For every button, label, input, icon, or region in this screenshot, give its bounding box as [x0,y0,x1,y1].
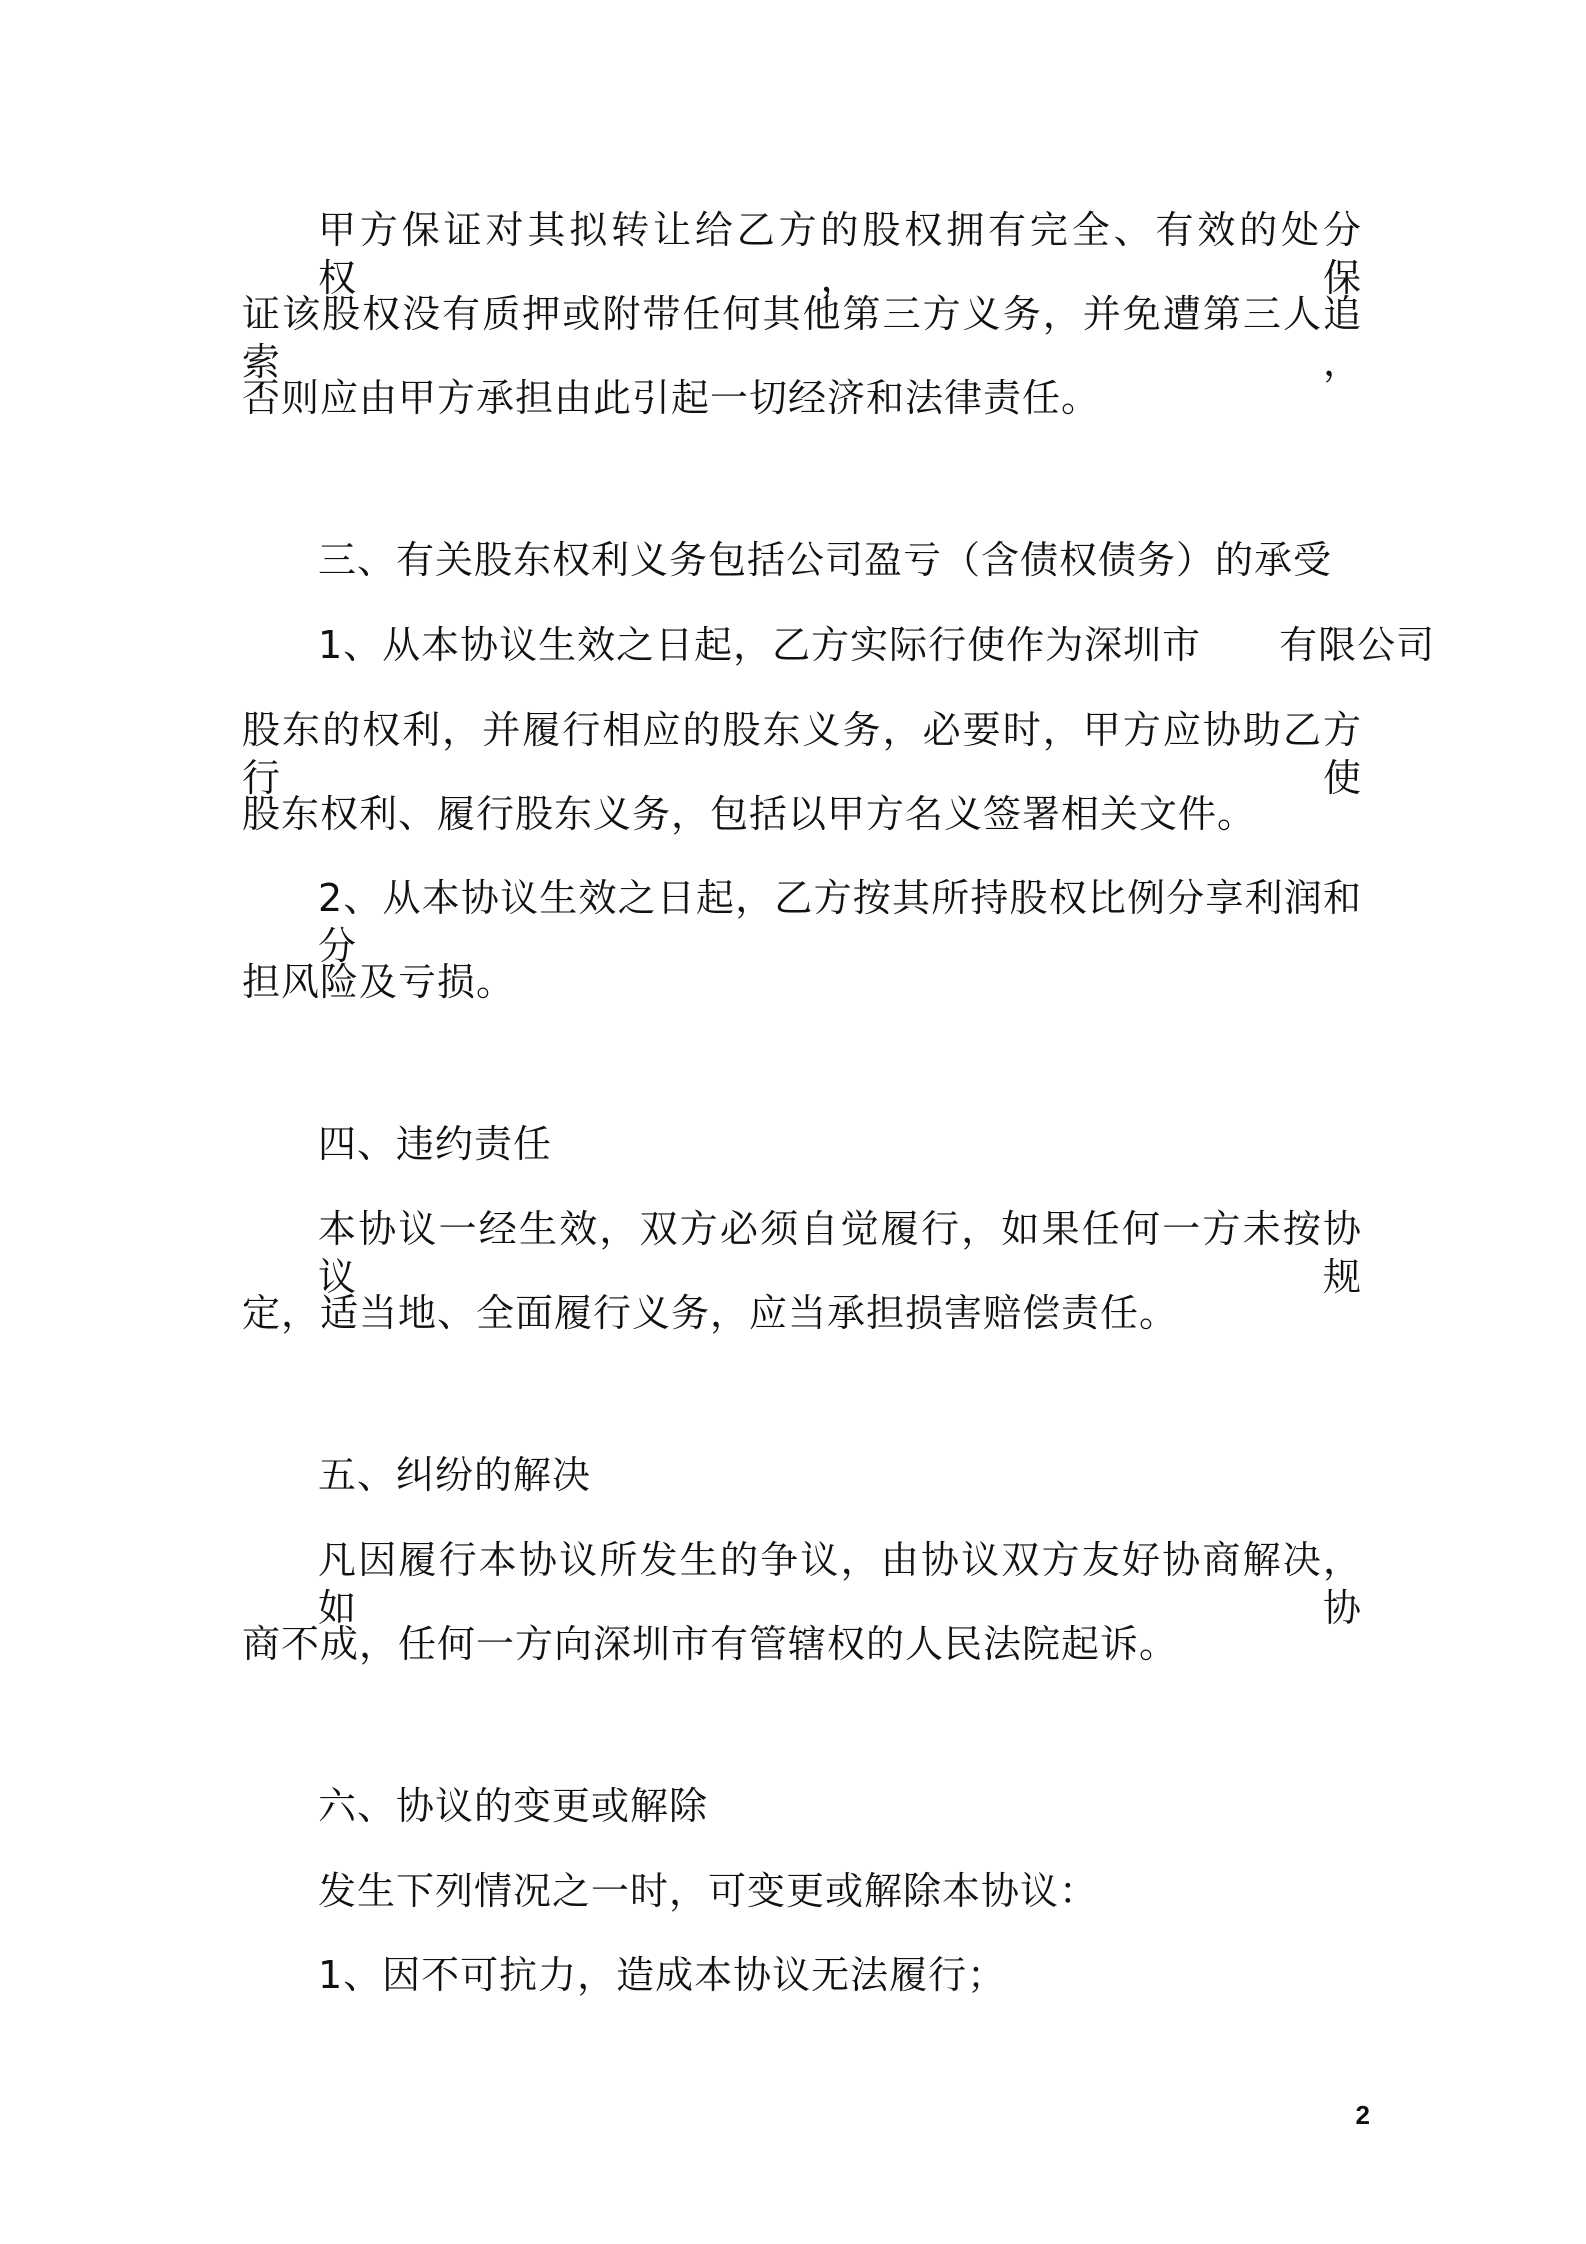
paragraph-line: 担风险及亏损。 [242,960,516,1004]
section-heading: 六、协议的变更或解除 [318,1784,709,1828]
paragraph-line: 定，适当地、全面履行义务，应当承担损害赔偿责任。 [242,1291,1179,1335]
section-heading: 三、有关股东权利义务包括公司盈亏（含债权债务）的承受 [318,538,1333,582]
page-number: 2 [1355,2100,1370,2130]
paragraph-line: 股东的权利，并履行相应的股东义务，必要时，甲方应协助乙方行使 [242,708,1362,800]
paragraph-line: 凡因履行本协议所发生的争议，由协议双方友好协商解决，如协 [318,1538,1362,1630]
paragraph-line: 发生下列情况之一时，可变更或解除本协议： [318,1869,1099,1913]
paragraph-line: 否则应由甲方承担由此引起一切经济和法律责任。 [242,376,1101,420]
paragraph-line: 1、从本协议生效之日起，乙方实际行使作为深圳市 有限公司 [318,623,1436,667]
paragraph-line: 商不成，任何一方向深圳市有管辖权的人民法院起诉。 [242,1622,1179,1666]
paragraph-line: 证该股权没有质押或附带任何其他第三方义务，并免遭第三人追索， [242,292,1362,384]
paragraph-line: 甲方保证对其拟转让给乙方的股权拥有完全、有效的处分权，保 [318,208,1362,300]
paragraph-line: 股东权利、履行股东义务，包括以甲方名义签署相关文件。 [242,792,1257,836]
paragraph-line: 2、从本协议生效之日起，乙方按其所持股权比例分享利润和分 [318,876,1362,968]
paragraph-line: 1、因不可抗力，造成本协议无法履行； [318,1953,1007,1997]
paragraph-line: 本协议一经生效，双方必须自觉履行，如果任何一方未按协议规 [318,1207,1362,1299]
section-heading: 四、违约责任 [318,1122,553,1166]
section-heading: 五、纠纷的解决 [318,1453,592,1497]
